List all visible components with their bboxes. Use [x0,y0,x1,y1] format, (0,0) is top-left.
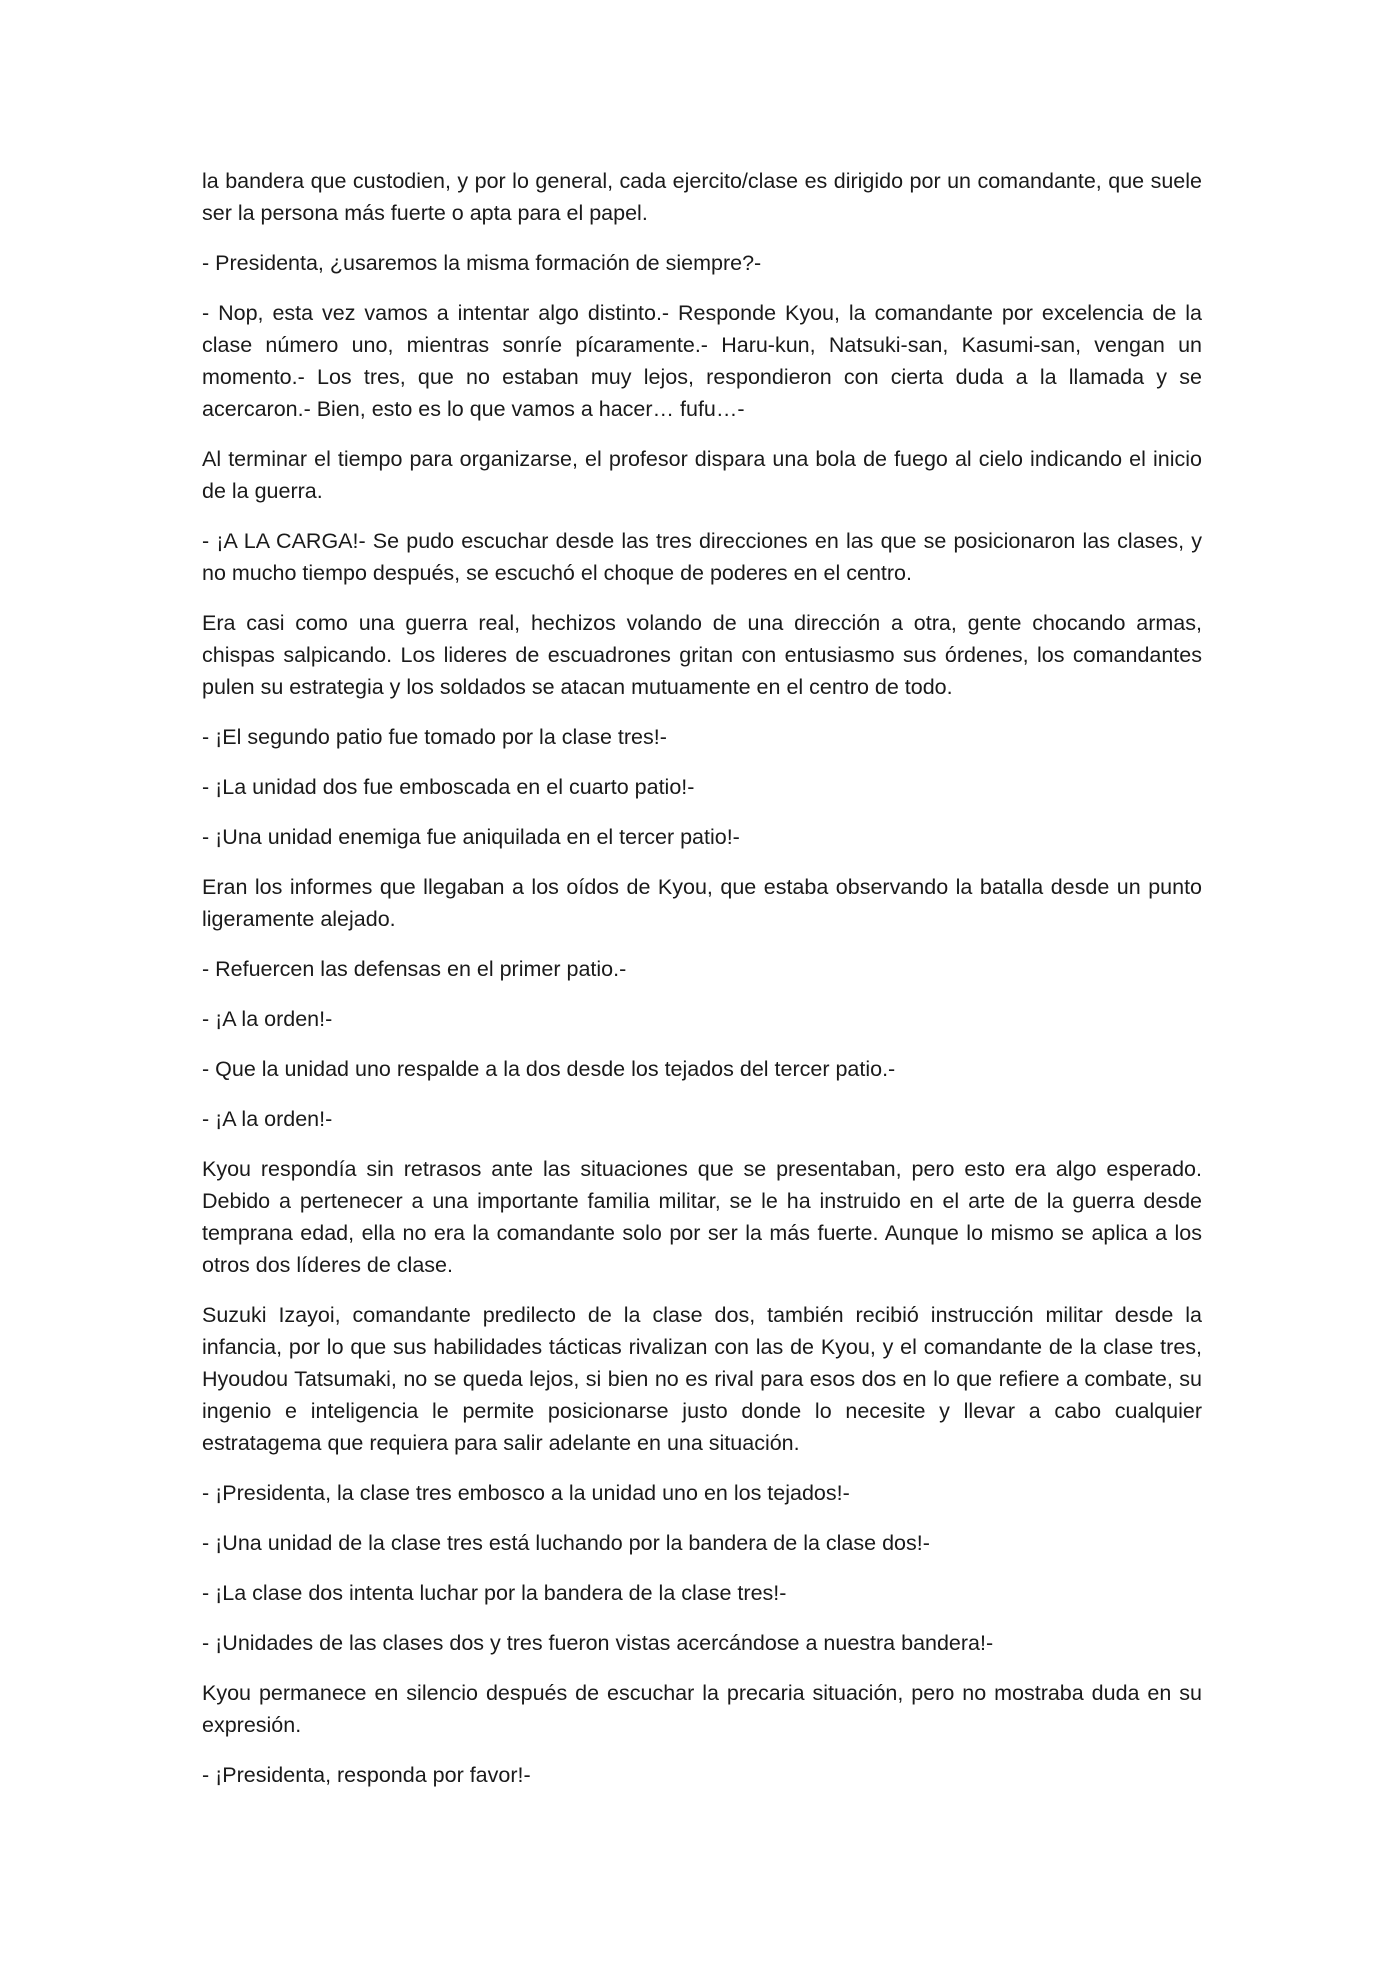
paragraph: Era casi como una guerra real, hechizos volando de una dirección a otra, gente chocando armas, chispas salpicando. Los lideres de escuadrones gritan con entusiasmo sus órdenes, los comandantes pulen su estrategia y los soldados se atacan mutuamente en el centro de todo. [202,611,1202,699]
paragraph: Suzuki Izayoi, comandante predilecto de la clase dos, también recibió instrucción militar desde la infancia, por lo que sus habilidades tácticas rivalizan con las de Kyou, y el comandante de la clase tres, Hyoudou Tatsumaki, no se queda lejos, si bien no es rival para esos dos en lo que refiere a combate, su ingenio e inteligencia le permite posicionarse justo donde lo necesite y llevar a cabo cualquier estratagema que requiera para salir adelante en una situación. [202,1303,1202,1455]
dialogue-line: - ¡La unidad dos fue emboscada en el cuarto patio!- [202,775,695,799]
paragraph: Kyou respondía sin retrasos ante las situaciones que se presentaban, pero esto era algo esperado. Debido a pertenecer a una importante familia militar, se le ha instruido en el arte de la guerra desde temprana edad, ella no era la comandante solo por ser la más fuerte. Aunque lo mismo se aplica a los otros dos líderes de clase. [202,1157,1202,1277]
dialogue-line: - Presidenta, ¿usaremos la misma formación de siempre?- [202,251,762,275]
dialogue-line: - ¡Unidades de las clases dos y tres fueron vistas acercándose a nuestra bandera!- [202,1631,994,1655]
document-body [202,165,1202,1809]
dialogue-line: - ¡Una unidad enemiga fue aniquilada en el tercer patio!- [202,825,740,849]
dialogue-line: - ¡Una unidad de la clase tres está luchando por la bandera de la clase dos!- [202,1531,930,1555]
paragraph: Eran los informes que llegaban a los oídos de Kyou, que estaba observando la batalla desde un punto ligeramente alejado. [202,875,1202,931]
dialogue-line: - ¡La clase dos intenta luchar por la bandera de la clase tres!- [202,1581,787,1605]
paragraph: Al terminar el tiempo para organizarse, el profesor dispara una bola de fuego al cielo indicando el inicio de la guerra. [202,447,1202,503]
dialogue-line: - ¡Presidenta, responda por favor!- [202,1763,531,1787]
dialogue-line: - ¡Presidenta, la clase tres embosco a la unidad uno en los tejados!- [202,1481,850,1505]
paragraph: Kyou permanece en silencio después de escuchar la precaria situación, pero no mostraba duda en su expresión. [202,1681,1202,1737]
paragraph: - Nop, esta vez vamos a intentar algo distinto.- Responde Kyou, la comandante por excelencia de la clase número uno, mientras sonríe pícaramente.- Haru-kun, Natsuki-san, Kasumi-san, vengan un momento.- Los tres, que no estaban muy lejos, respondieron con cierta duda a la llamada y se acercaron.- Bien, esto es lo que vamos a hacer… fufu…- [202,301,1202,421]
dialogue-line: - Que la unidad uno respalde a la dos desde los tejados del tercer patio.- [202,1057,896,1081]
dialogue-line: - ¡A la orden!- [202,1007,333,1031]
dialogue-line: - ¡A la orden!- [202,1107,333,1131]
dialogue-line: - ¡El segundo patio fue tomado por la clase tres!- [202,725,667,749]
paragraph: - ¡A LA CARGA!- Se pudo escuchar desde las tres direcciones en las que se posicionaron las clases, y no mucho tiempo después, se escuchó el choque de poderes en el centro. [202,529,1202,585]
dialogue-line: - Refuercen las defensas en el primer patio.- [202,957,627,981]
paragraph: la bandera que custodien, y por lo general, cada ejercito/clase es dirigido por un comandante, que suele ser la persona más fuerte o apta para el papel. [202,169,1202,225]
